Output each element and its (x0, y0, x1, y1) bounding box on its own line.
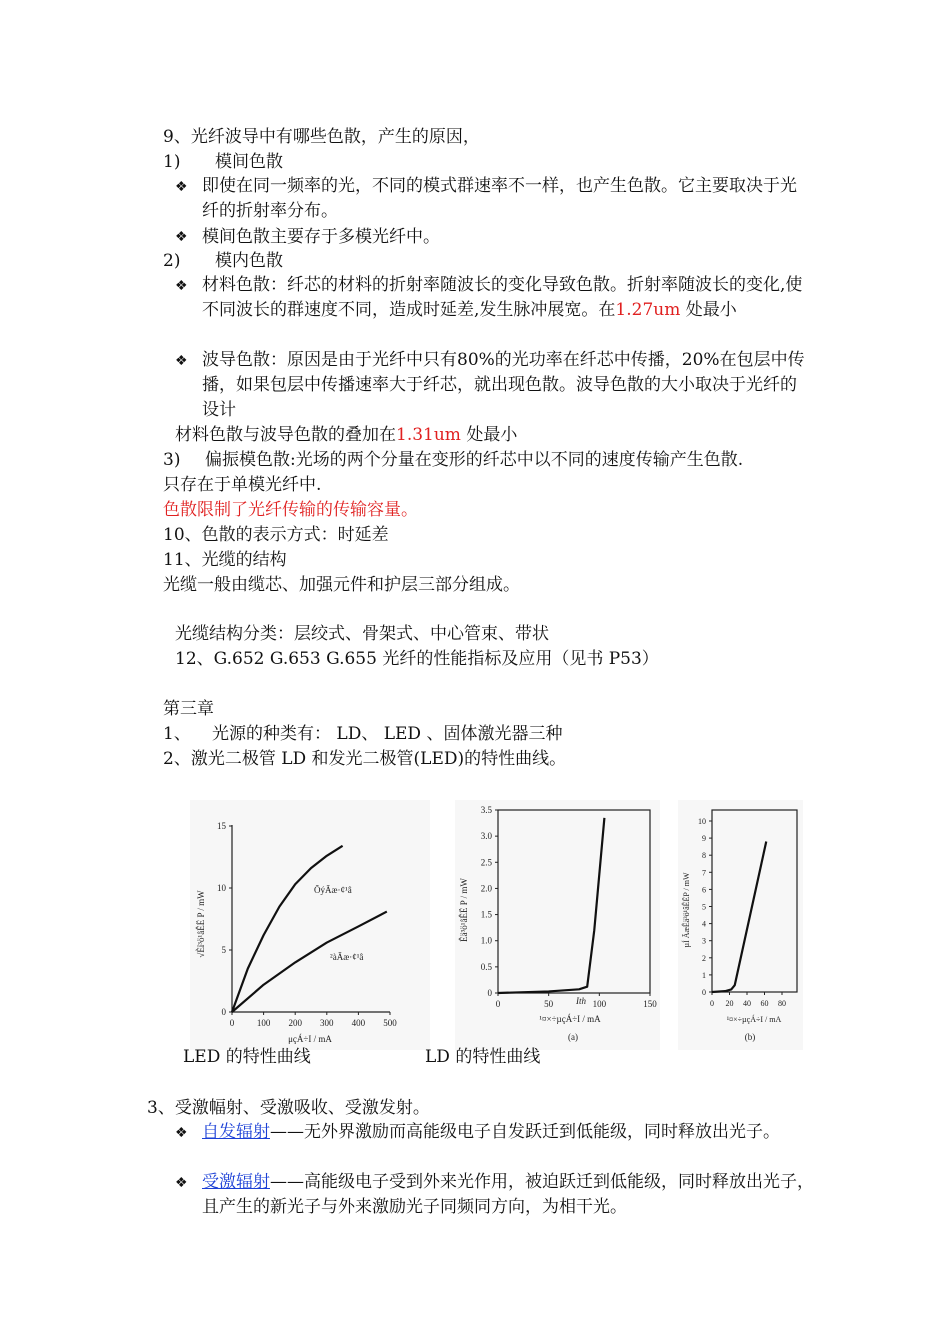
x-tick-label: 400 (351, 1018, 366, 1028)
x-tick-label: 200 (288, 1018, 302, 1028)
y-axis-label: Êä³ö¹âÊË P / mW (459, 878, 469, 942)
diamond-bullet-icon: ❖ (175, 1125, 188, 1141)
waveguide-dispersion-text: 波导色散：原因是由于光纤中只有80%的光功率在纤芯中传播，20%在包层中传播，如果包层中传播速率大于纤芯，就出现色散。波导色散的大小取决于光纤的设计 (202, 350, 805, 420)
diamond-bullet-icon: ❖ (175, 229, 188, 245)
y-tick-label: 2.0 (480, 883, 492, 894)
panel-label: (a) (568, 1032, 578, 1042)
y-axis-label: µÍ ÃæÊä³ö¹âÊËP / mW (682, 872, 691, 948)
y-tick-label: 2 (702, 953, 706, 963)
ch3-q3-title: 3、受激幅射、受激吸收、受激发射。 (147, 1098, 430, 1118)
material-dispersion-text: 材料色散：纤芯的材料的折射率随波长的变化导致色散。折射率随波长的变化,使不同波长的群速度不同，造成时延差,发生脉冲展宽。在1.27um 处最小 (202, 275, 803, 320)
caption-led: LED 的特性曲线 (183, 1047, 311, 1067)
q11-line1: 光缆一般由缆芯、加强元件和护层三部分组成。 (163, 575, 520, 595)
y-tick-label: 5 (221, 945, 226, 955)
y-tick-label: 0 (221, 1007, 226, 1017)
y-tick-label: 1.0 (480, 935, 492, 946)
stimulated-emission-link[interactable]: 受激辐射 (202, 1172, 270, 1192)
y-tick-label: 10 (217, 883, 226, 893)
y-tick-label: 4 (702, 919, 706, 929)
x-tick-label: 100 (592, 999, 607, 1009)
wavelength-highlight: 1.27um (615, 300, 681, 320)
x-axis-label: ¹¤×÷µçÁ÷I / mA (726, 1015, 782, 1024)
diamond-bullet-icon: ❖ (175, 353, 188, 369)
diamond-bullet-icon: ❖ (175, 278, 188, 294)
series-label: ²àÃæ·¢¹â (330, 952, 364, 962)
ch3-q1-number: 1、 (163, 724, 191, 744)
q11-title: 11、光缆的结构 (163, 550, 287, 570)
q9-title: 9、光纤波导中有哪些色散，产生的原因， (163, 127, 480, 147)
ch3-q2-text: 2、激光二极管 LD 和发光二极管(LED)的特性曲线。 (163, 749, 567, 769)
ch3-q1-text: 光源的种类有： LD、 LED 、固体激光器三种 (212, 724, 563, 744)
x-tick-label: 0 (710, 999, 714, 1008)
pmd-continuation: 只存在于单模光纤中. (163, 475, 322, 495)
q9-item2-title: 模内色散 (215, 251, 283, 271)
x-tick-label: 500 (383, 1018, 397, 1028)
x-tick-label: 80 (778, 999, 786, 1008)
x-tick-label: 150 (643, 999, 657, 1009)
y-tick-label: 0.5 (480, 961, 492, 972)
y-tick-label: 15 (217, 821, 226, 831)
q12-text: 12、G.652 G.653 G.655 光纤的性能指标及应用（见书 P53） (175, 649, 659, 669)
y-axis-label: √Èï³ö¹âÊË P / mW (196, 890, 206, 958)
pmd-text: 偏振模色散:光场的两个分量在变形的纤芯中以不同的速度传输产生色散. (205, 450, 744, 470)
x-tick-label: 50 (544, 999, 554, 1009)
y-tick-label: 2.5 (480, 857, 492, 868)
spontaneous-emission-link[interactable]: 自发辐射 (202, 1122, 270, 1142)
y-tick-label: 1 (702, 970, 706, 980)
q10-text: 10、色散的表示方式：时延差 (163, 525, 389, 545)
q9-item1-number: 1) (163, 152, 181, 172)
y-tick-label: 7 (702, 868, 706, 878)
q11-line2: 光缆结构分类：层绞式、骨架式、中心管束、带状 (175, 624, 549, 644)
dispersion-sum-text: 材料色散与波导色散的叠加在1.31um 处最小 (175, 425, 518, 445)
caption-ld: LD 的特性曲线 (425, 1047, 541, 1067)
series-label: ÕýÃæ·¢¹â (314, 885, 352, 895)
threshold-label: Ith (576, 996, 586, 1006)
y-tick-label: 10 (698, 817, 706, 826)
q9-item1-title: 模间色散 (215, 152, 283, 172)
wavelength-highlight: 1.31um (396, 425, 461, 445)
ld-characteristic-chart-a (455, 800, 660, 1050)
x-tick-label: 0 (229, 1018, 235, 1028)
q9-item3-number: 3) (163, 450, 181, 470)
x-axis-label: ¹¤×÷µçÁ÷I / mA (539, 1014, 601, 1024)
panel-label: (b) (744, 1032, 756, 1042)
y-tick-label: 0 (487, 988, 492, 998)
intermodal-dispersion-text: 即使在同一频率的光，不同的模式群速率不一样，也产生色散。它主要取决于光纤的折射率分布。 (202, 176, 797, 221)
y-tick-label: 3.0 (480, 831, 492, 842)
x-tick-label: 60 (760, 999, 769, 1008)
x-tick-label: 0 (495, 999, 501, 1009)
ld-characteristic-chart-b (678, 800, 803, 1050)
y-tick-label: 5 (702, 902, 706, 912)
y-tick-label: 3.5 (480, 805, 492, 815)
x-axis-label: μçÁ÷I / mA (288, 1034, 332, 1044)
x-tick-label: 40 (743, 999, 751, 1008)
y-tick-label: 3 (702, 936, 706, 946)
y-tick-label: 6 (702, 885, 706, 895)
q9-item2-number: 2) (163, 251, 181, 271)
y-tick-label: 0 (702, 988, 706, 997)
y-tick-label: 1.5 (480, 909, 492, 920)
led-characteristic-chart (190, 800, 430, 1050)
diamond-bullet-icon: ❖ (175, 1175, 188, 1191)
spontaneous-emission-text: 自发辐射——无外界激励而高能级电子自发跃迁到低能级，同时释放出光子。 (202, 1122, 780, 1142)
x-tick-label: 100 (256, 1018, 271, 1028)
y-tick-label: 8 (702, 851, 706, 861)
multimode-note: 模间色散主要存于多模光纤中。 (202, 227, 440, 247)
y-tick-label: 9 (702, 834, 706, 844)
x-tick-label: 20 (725, 999, 734, 1008)
red-note: 色散限制了光纤传输的传输容量。 (163, 500, 418, 520)
chapter-heading: 第三章 (163, 699, 214, 719)
diamond-bullet-icon: ❖ (175, 179, 188, 195)
stimulated-emission-text: 受激辐射——高能级电子受到外来光作用，被迫跃迁到低能级，同时释放出光子，且产生的新光子与外来激励光子同频同方向，为相干光。 (202, 1172, 814, 1217)
x-tick-label: 300 (320, 1018, 334, 1028)
